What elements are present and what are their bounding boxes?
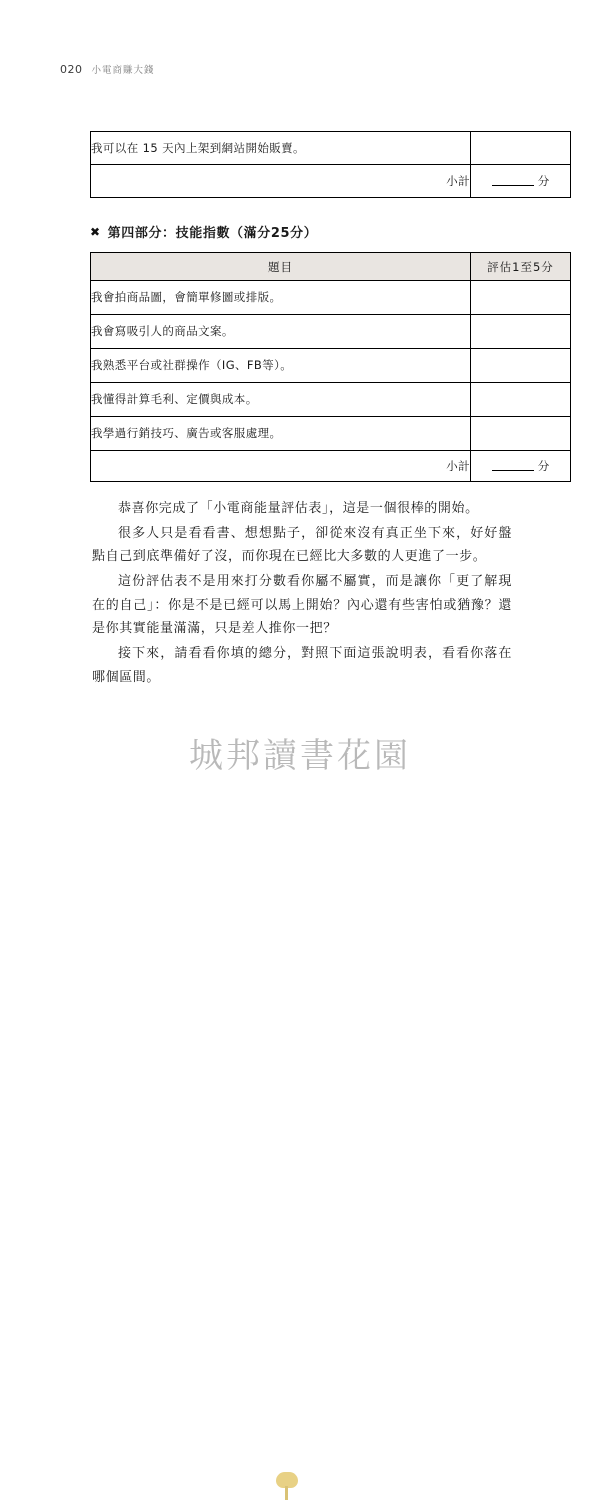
score-blank-line [492,459,534,471]
subtotal-label: 小計 [91,165,471,198]
table-row [91,417,571,451]
question-cell: 我學過行銷技巧、廣告或客服處理。 [91,417,471,451]
score-cell[interactable] [471,383,571,417]
paragraph: 恭喜你完成了「小電商能量評估表」，這是一個很棒的開始。 [118,501,479,516]
table-row [91,383,571,417]
subtotal-row [91,165,571,198]
page-number: 020 [60,63,83,76]
score-cell[interactable] [471,349,571,383]
score-cell[interactable] [471,281,571,315]
question-cell: 我懂得計算毛利、定價與成本。 [91,383,471,417]
table-header-row [91,253,571,281]
flower-emblem-icon [274,1472,300,1502]
score-blank-line [492,174,534,186]
section-heading-text: 第四部分：技能指數（滿分25分） [107,226,318,241]
score-cell[interactable] [471,315,571,349]
body-copy [92,497,512,690]
table-row [91,281,571,315]
subtotal-unit: 分 [537,174,550,188]
question-cell: 我熟悉平台或社群操作（IG、FB等）。 [91,349,471,383]
cross-mark-icon: ✖ [90,224,101,239]
table-row [91,132,571,165]
score-cell[interactable] [471,132,571,165]
paragraph: 這份評估表不是用來打分數看你屬不屬實，而是讓你「更了解現在的自己」：你是不是已經可以馬上開始？內心還有些害怕或猶豫？還是你其實能量滿滿，只是差人推你一把？ [92,573,512,637]
subtotal-score-cell[interactable] [471,451,571,482]
section-heading [90,222,317,241]
running-header [60,62,155,76]
header-score: 評估1至5分 [471,253,571,281]
subtotal-row [91,451,571,482]
table-row [91,349,571,383]
subtotal-label: 小計 [91,451,471,482]
table-continued [90,131,571,198]
header-question: 題目 [91,253,471,281]
watermark [0,728,600,777]
watermark-text: 城邦讀書花園 [189,736,411,776]
paragraph: 接下來，請看看你填的總分，對照下面這張說明表，看看你落在哪個區間。 [92,645,512,685]
subtotal-unit: 分 [537,459,550,473]
running-title: 小電商賺大錢 [91,65,155,76]
question-cell: 我會寫吸引人的商品文案。 [91,315,471,349]
paragraph: 很多人只是看看書、想想點子，卻從來沒有真正坐下來，好好盤點自己到底準備好了沒，而你現在已經比大多數的人更進了一步。 [92,525,512,565]
table-row [91,315,571,349]
score-cell[interactable] [471,417,571,451]
question-cell: 我可以在 15 天內上架到網站開始販賣。 [91,132,471,165]
table-skills [90,252,571,482]
subtotal-score-cell[interactable] [471,165,571,198]
question-cell: 我會拍商品圖，會簡單修圖或排版。 [91,281,471,315]
